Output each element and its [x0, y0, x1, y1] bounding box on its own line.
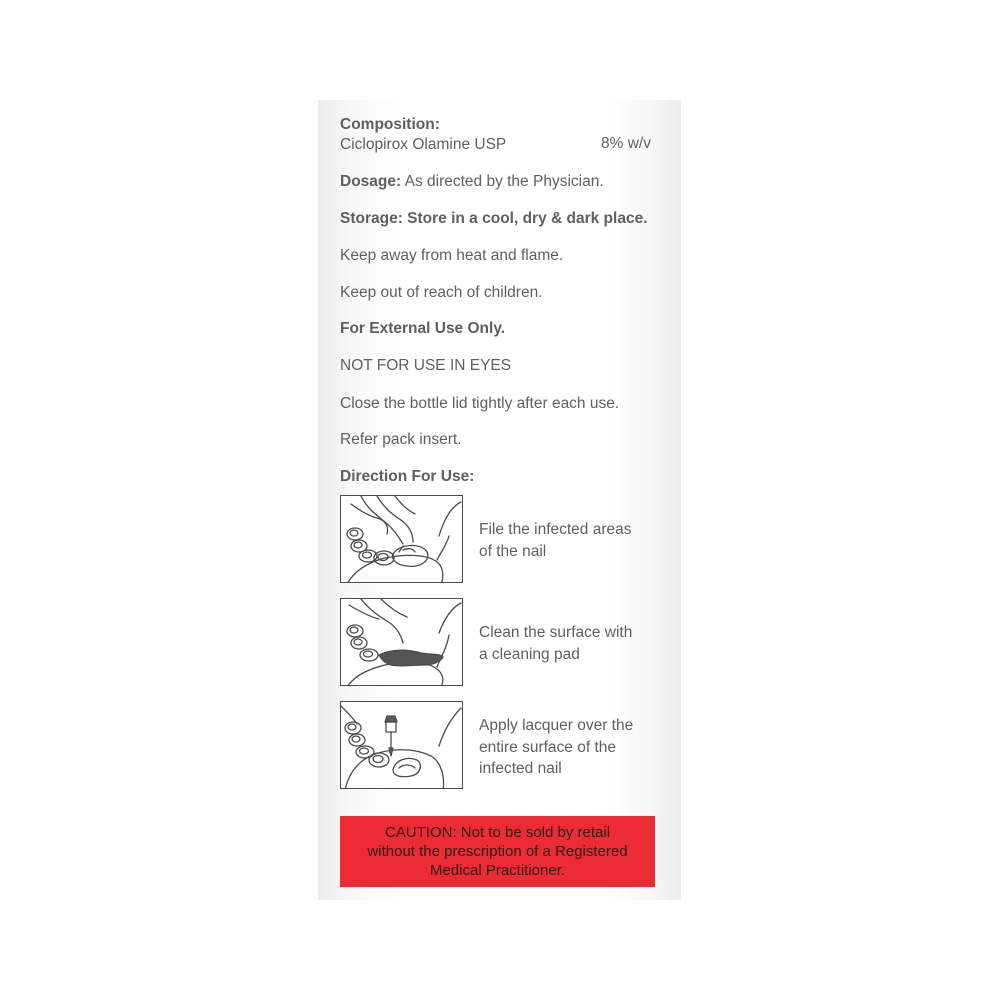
storage-text: Storage: Store in a cool, dry & dark place.	[340, 210, 648, 227]
step-3-text	[479, 715, 633, 780]
warning-external-use: For External Use Only.	[340, 320, 506, 337]
step-2-line-2: a cleaning pad	[479, 645, 580, 663]
caution-box	[340, 816, 655, 887]
dosage-label: Dosage:	[340, 173, 402, 190]
composition-heading: Composition:	[340, 116, 440, 133]
step-1-line-2: of the nail	[479, 542, 547, 560]
step-2-text	[479, 622, 632, 665]
warning-eyes: NOT FOR USE IN EYES	[340, 357, 512, 374]
file-nail-icon	[341, 496, 463, 583]
step-3-line-2: entire surface of the	[479, 738, 616, 756]
step-2-illustration	[340, 598, 463, 686]
step-2-line-1: Clean the surface with	[479, 624, 633, 641]
warning-heat: Keep away from heat and flame.	[340, 247, 564, 264]
step-3-line-3: infected nail	[479, 760, 562, 777]
step-3-line-1: Apply lacquer over the	[479, 717, 634, 734]
composition-strength: 8% w/v	[601, 135, 651, 152]
caution-line-1: CAUTION: Not to be sold by retail	[384, 824, 611, 841]
clean-nail-icon	[341, 599, 463, 686]
step-1-text	[479, 519, 632, 562]
step-1-illustration	[340, 495, 463, 583]
directions-heading: Direction For Use:	[340, 468, 475, 485]
apply-lacquer-icon	[341, 702, 463, 789]
warning-pack-insert: Refer pack insert.	[340, 431, 462, 448]
warning-close-lid: Close the bottle lid tightly after each use.	[340, 395, 620, 412]
step-3-illustration	[340, 701, 463, 789]
dosage-text: As directed by the Physician.	[404, 173, 604, 190]
step-1-line-1: File the infected areas	[479, 521, 632, 538]
caution-line-2: without the prescription of a Registered	[367, 843, 628, 860]
warning-children: Keep out of reach of children.	[340, 284, 543, 301]
dosage-line	[340, 173, 604, 191]
caution-line-3: Medical Practitioner.	[429, 862, 566, 879]
composition-ingredient: Ciclopirox Olamine USP	[340, 136, 507, 153]
